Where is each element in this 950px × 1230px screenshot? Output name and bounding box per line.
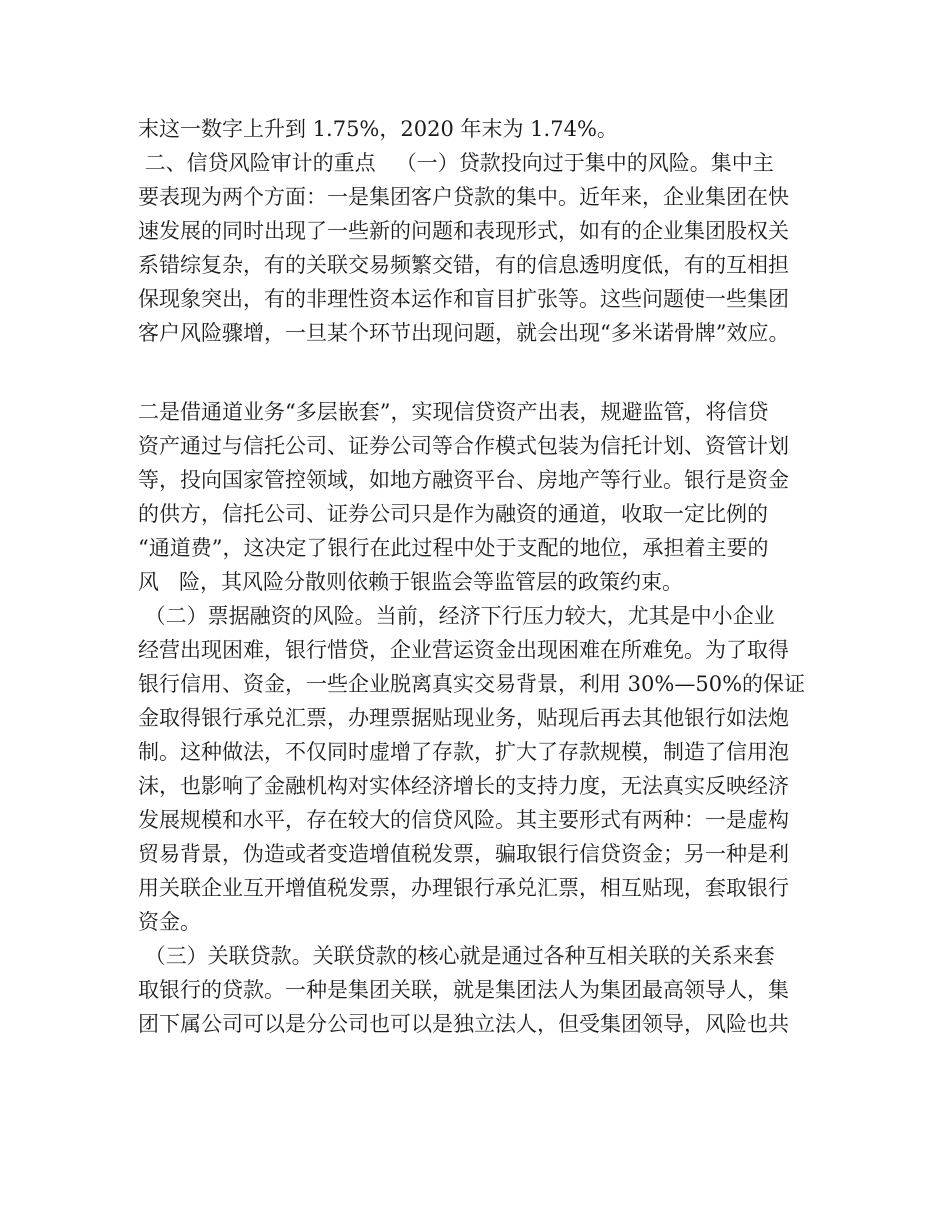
text-line-15: 经营出现困难，银行惜贷，企业营运资金出现困难在所难免。为了取得 xyxy=(138,638,789,662)
text-line-4: 速发展的同时出现了一些新的问题和表现形式，如有的企业集团股权关 xyxy=(138,219,789,243)
text-line-13: 风 险，其风险分散则依赖于银监会等监管层的政策约束。 xyxy=(138,570,684,594)
text-line-21: 贸易背景，伪造或者变造增值税发票，骗取银行信贷资金；另一种是利 xyxy=(138,842,789,866)
text-line-18: 制。这种做法，不仅同时虚增了存款，扩大了存款规模，制造了信用泡 xyxy=(138,740,789,764)
text-line-1: 末这一数字上升到 1.75%，2020 年末为 1.74%。 xyxy=(138,117,618,141)
text-line-20: 发展规模和水平，存在较大的信贷风险。其主要形式有两种：一是虚构 xyxy=(138,808,789,832)
text-line-24: （三）关联贷款。关联贷款的核心就是通过各种互相关联的关系来套 xyxy=(138,944,775,968)
text-line-17: 金取得银行承兑汇票，办理票据贴现业务，贴现后再去其他银行如法炮 xyxy=(138,706,789,730)
text-line-19: 沫，也影响了金融机构对实体经济增长的支持力度，无法真实反映经济 xyxy=(138,774,789,798)
text-line-12: “通道费”，这决定了银行在此过程中处于支配的地位，承担着主要的 xyxy=(138,536,769,560)
text-line-9: 资产通过与信托公司、证券公司等合作模式包装为信托计划、资管计划 xyxy=(138,434,789,458)
text-line-2: 二、信贷风险审计的重点 （一）贷款投向过于集中的风险。集中主 xyxy=(138,151,774,175)
text-line-22: 用关联企业互开增值税发票，办理银行承兑汇票，相互贴现，套取银行 xyxy=(138,876,789,900)
text-line-26: 团下属公司可以是分公司也可以是独立法人，但受集团领导，风险也共 xyxy=(138,1012,789,1036)
text-line-3: 要表现为两个方面：一是集团客户贷款的集中。近年来，企业集团在快 xyxy=(138,185,789,209)
text-line-14: （二）票据融资的风险。当前，经济下行压力较大，尤其是中小企业 xyxy=(138,604,775,628)
text-line-5: 系错综复杂，有的关联交易频繁交错，有的信息透明度低，有的互相担 xyxy=(138,253,789,277)
text-line-16: 银行信用、资金，一些企业脱离真实交易背景，利用 30%—50%的保证 xyxy=(138,672,806,696)
text-line-7: 客户风险骤增，一旦某个环节出现问题，就会出现“多米诺骨牌”效应。 xyxy=(138,321,790,345)
text-line-8: 二是借通道业务“多层嵌套”，实现信贷资产出表，规避监管，将信贷 xyxy=(138,400,769,424)
text-line-6: 保现象突出，有的非理性资本运作和盲目扩张等。这些问题使一些集团 xyxy=(138,287,789,311)
text-line-23: 资金。 xyxy=(138,910,201,934)
text-line-10: 等，投向国家管控领域，如地方融资平台、房地产等行业。银行是资金 xyxy=(138,468,789,492)
text-line-25: 取银行的贷款。一种是集团关联，就是集团法人为集团最高领导人，集 xyxy=(138,978,789,1002)
text-line-11: 的供方，信托公司、证券公司只是作为融资的通道，收取一定比例的 xyxy=(138,502,768,526)
